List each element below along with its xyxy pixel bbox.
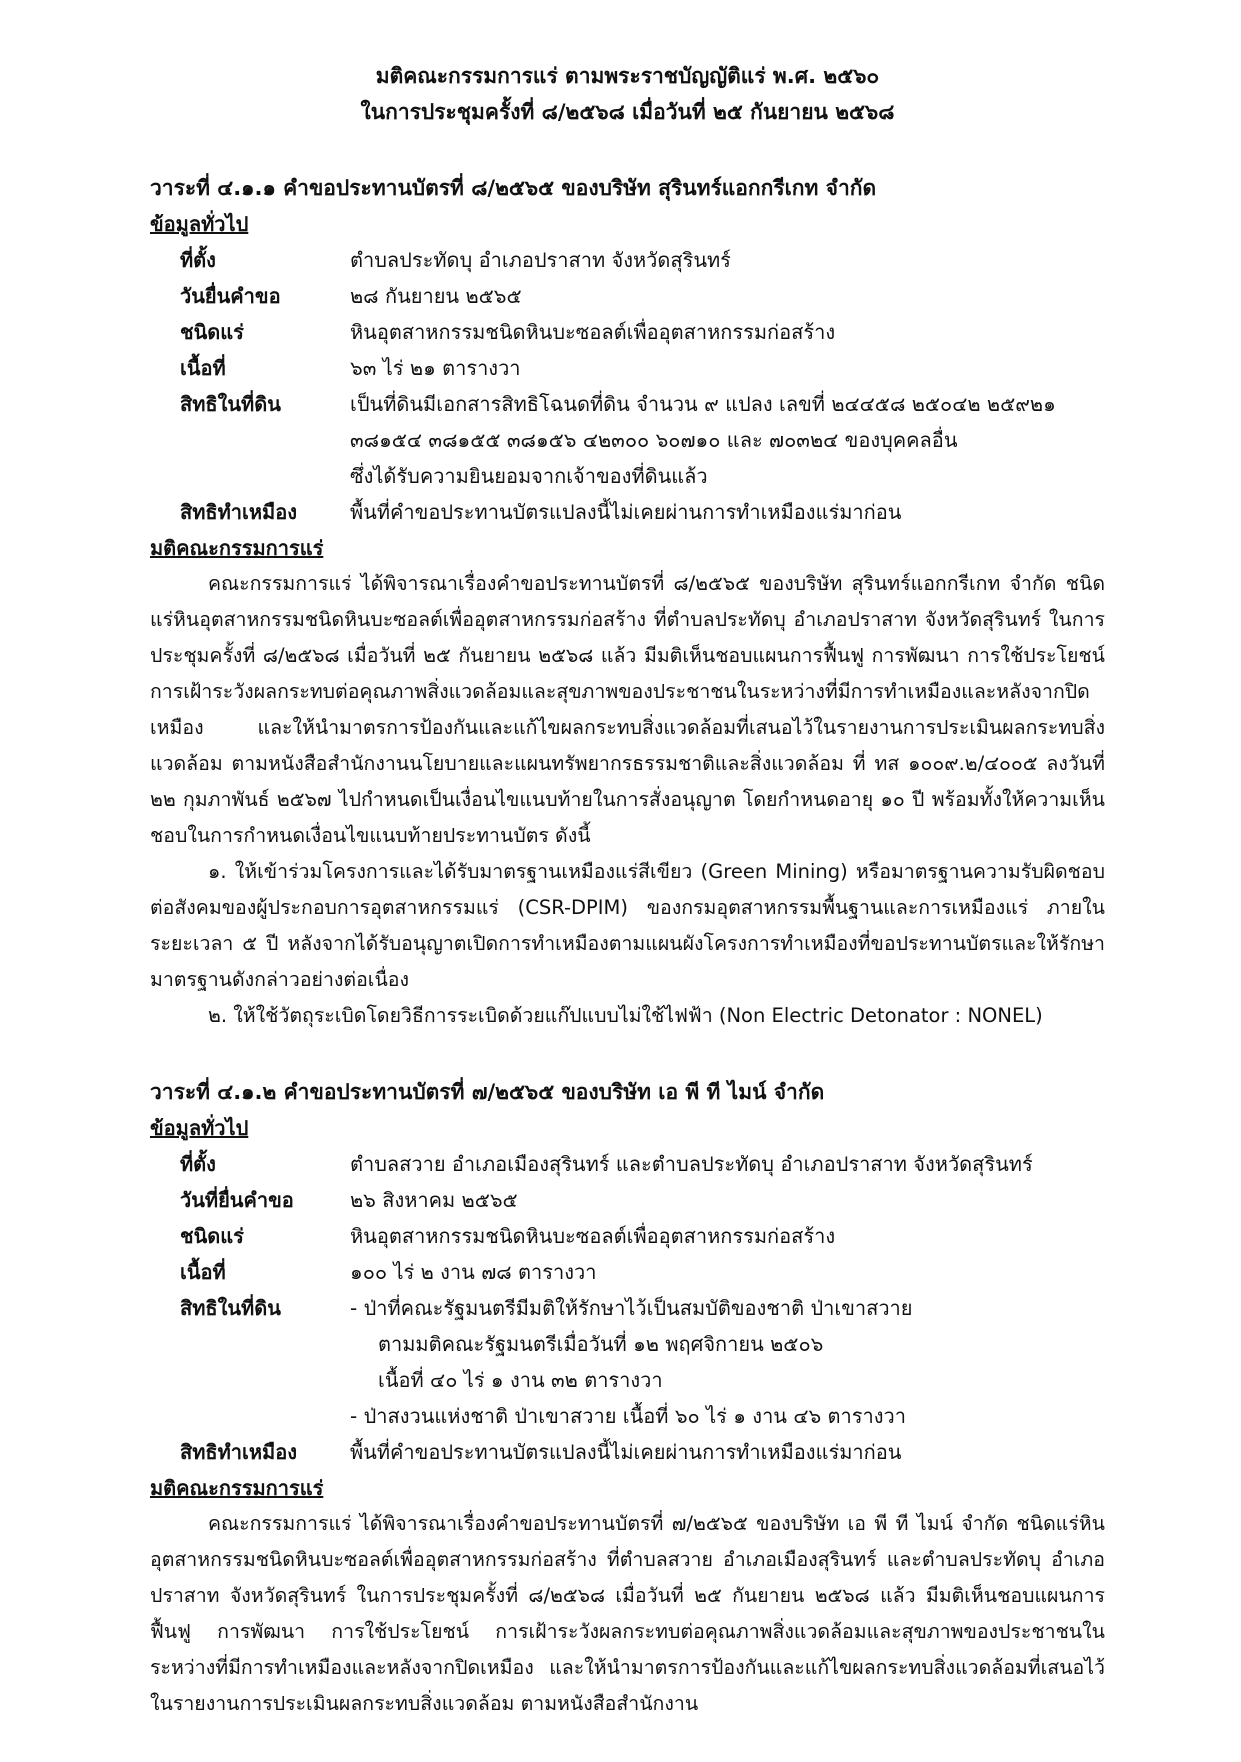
info-value: ตำบลสวาย อำเภอเมืองสุรินทร์ และตำบลประทัดบุ อำเภอปราสาท จังหวัดสุรินทร์ bbox=[350, 1152, 1033, 1176]
info-row-area bbox=[150, 1254, 1105, 1290]
info-row-mining-rights bbox=[150, 494, 1105, 530]
info-key: ชนิดแร่ bbox=[180, 320, 244, 344]
info-value: หินอุตสาหกรรมชนิดหินบะซอลต์เพื่ออุตสาหกรรมก่อสร้าง bbox=[350, 1224, 836, 1248]
condition-item: ๑. ให้เข้าร่วมโครงการและได้รับมาตรฐานเหมืองแร่สีเขียว (Green Mining) หรือมาตรฐานความรับผิดชอบต่อสังคมของผู้ประกอบการอุตสาหกรรมแร่ (CSR-DPIM) ของกรมอุตสาหกรรมพื้นฐานและการเหมืองแร่ ภายในระยะเวลา ๕ ปี หลังจากได้รับอนุญาตเปิดการทำเหมืองตามแผนผังโครงการทำเหมืองที่ขอประทานบัตรและให้รักษามาตรฐานดังกล่าวอย่างต่อเนื่อง bbox=[150, 860, 1105, 991]
agenda-4-1-1 bbox=[150, 170, 1105, 1034]
agenda-4-1-2 bbox=[150, 1074, 1105, 1722]
info-value bbox=[350, 386, 1105, 494]
info-value: ๖๓ ไร่ ๒๑ ตารางวา bbox=[350, 356, 521, 380]
info-value: ๒๖ สิงหาคม ๒๕๖๕ bbox=[350, 1188, 518, 1212]
info-key: วันที่ยื่นคำขอ bbox=[180, 1188, 294, 1212]
info-key: ที่ตั้ง bbox=[180, 1152, 216, 1176]
land-line: เป็นที่ดินมีเอกสารสิทธิโฉนดที่ดิน จำนวน ๙ แปลง เลขที่ ๒๔๔๕๘ ๒๕๐๔๒ ๒๕๙๒๑ bbox=[350, 392, 1056, 416]
land-line: ๓๘๑๕๔ ๓๘๑๕๕ ๓๘๑๕๖ ๔๒๓๐๐ ๖๐๗๑๐ และ ๗๐๓๒๔ ของบุคคลอื่น bbox=[350, 428, 958, 452]
land-line: ตามมติคณะรัฐมนตรีเมื่อวันที่ ๑๒ พฤศจิกายน ๒๕๐๖ bbox=[378, 1332, 824, 1356]
land-line: - ป่าที่คณะรัฐมนตรีมีมติให้รักษาไว้เป็นสมบัติของชาติ ป่าเขาสวาย bbox=[350, 1296, 913, 1320]
info-row-date bbox=[150, 1182, 1105, 1218]
info-key: สิทธิในที่ดิน bbox=[180, 1296, 281, 1320]
document-page bbox=[150, 58, 1105, 1762]
general-info-label: ข้อมูลทั่วไป bbox=[150, 212, 249, 236]
info-value: พื้นที่คำขอประทานบัตรแปลงนี้ไม่เคยผ่านการทำเหมืองแร่มาก่อน bbox=[350, 500, 902, 524]
info-key: เนื้อที่ bbox=[180, 356, 226, 380]
land-line: ซึ่งได้รับความยินยอมจากเจ้าของที่ดินแล้ว bbox=[350, 464, 708, 488]
land-line: เนื้อที่ ๔๐ ไร่ ๑ งาน ๓๒ ตารางวา bbox=[378, 1368, 663, 1392]
info-key: สิทธิทำเหมือง bbox=[180, 1440, 297, 1464]
info-key: สิทธิในที่ดิน bbox=[180, 392, 281, 416]
general-info-label: ข้อมูลทั่วไป bbox=[150, 1116, 249, 1140]
info-value: ๑๐๐ ไร่ ๒ งาน ๗๘ ตารางวา bbox=[350, 1260, 597, 1284]
resolution-paragraph: คณะกรรมการแร่ ได้พิจารณาเรื่องคำขอประทานบัตรที่ ๘/๒๕๖๕ ของบริษัท สุรินทร์แอกกรีเกท จำกัด ชนิดแร่หินอุตสาหกรรมชนิดหินบะซอลต์เพื่ออุตสาหกรรมก่อสร้าง ที่ตำบลประทัดบุ อำเภอปราสาท จังหวัดสุรินทร์ ในการประชุมครั้งที่ ๘/๒๕๖๘ เมื่อวันที่ ๒๕ กันยายน ๒๕๖๘ แล้ว มีมติเห็นชอบแผนการฟื้นฟู การพัฒนา การใช้ประโยชน์ การเฝ้าระวังผลกระทบต่อคุณภาพสิ่งแวดล้อมและสุขภาพของประชาชนในระหว่างที่มีการทำเหมืองและหลังจากปิดเหมือง และให้นำมาตรการป้องกันและแก้ไขผลกระทบสิ่งแวดล้อมที่เสนอไว้ในรายงานการประเมินผลกระทบสิ่งแวดล้อม ตามหนังสือสำนักงานนโยบายและแผนทรัพยากรธรรมชาติและสิ่งแวดล้อม ที่ ทส ๑๐๐๙.๒/๔๐๐๕ ลงวันที่ ๒๒ กุมภาพันธ์ ๒๕๖๗ ไปกำหนดเป็นเงื่อนไขแนบท้ายในการสั่งอนุญาต โดยกำหนดอายุ ๑๐ ปี พร้อมทั้งให้ความเห็นชอบในการกำหนดเงื่อนไขแนบท้ายประทานบัตร ดังนี้ bbox=[150, 572, 1105, 847]
info-key: สิทธิทำเหมือง bbox=[180, 500, 297, 524]
info-value bbox=[350, 1290, 1105, 1434]
info-row-mining-rights bbox=[150, 1434, 1105, 1470]
info-key: ที่ตั้ง bbox=[180, 248, 216, 272]
info-row-location bbox=[150, 242, 1105, 278]
info-key: วันยื่นคำขอ bbox=[180, 284, 281, 308]
info-row-land-rights bbox=[150, 1290, 1105, 1434]
info-value: พื้นที่คำขอประทานบัตรแปลงนี้ไม่เคยผ่านการทำเหมืองแร่มาก่อน bbox=[350, 1440, 902, 1464]
land-line: - ป่าสงวนแห่งชาติ ป่าเขาสวาย เนื้อที่ ๖๐ ไร่ ๑ งาน ๔๖ ตารางวา bbox=[350, 1404, 906, 1428]
info-key: เนื้อที่ bbox=[180, 1260, 226, 1284]
resolution-paragraph: คณะกรรมการแร่ ได้พิจารณาเรื่องคำขอประทานบัตรที่ ๗/๒๕๖๕ ของบริษัท เอ พี ที ไมน์ จำกัด ชนิดแร่หินอุตสาหกรรมชนิดหินบะซอลต์เพื่ออุตสาหกรรมก่อสร้าง ที่ตำบลสวาย อำเภอเมืองสุรินทร์ และตำบลประทัดบุ อำเภอปราสาท จังหวัดสุรินทร์ ในการประชุมครั้งที่ ๘/๒๕๖๘ เมื่อวันที่ ๒๕ กันยายน ๒๕๖๘ แล้ว มีมติเห็นชอบแผนการฟื้นฟู การพัฒนา การใช้ประโยชน์ การเฝ้าระวังผลกระทบต่อคุณภาพสิ่งแวดล้อมและสุขภาพของประชาชนในระหว่างที่มีการทำเหมืองและหลังจากปิดเหมือง และให้นำมาตรการป้องกันและแก้ไขผลกระทบสิ่งแวดล้อมที่เสนอไว้ในรายงานการประเมินผลกระทบสิ่งแวดล้อม ตามหนังสือสำนักงาน bbox=[150, 1512, 1105, 1715]
condition-item: ๒. ให้ใช้วัตถุระเบิดโดยวิธีการระเบิดด้วยแก๊ปแบบไม่ใช้ไฟฟ้า (Non Electric Detonator : NONEL) bbox=[208, 1004, 1043, 1027]
info-value: หินอุตสาหกรรมชนิดหินบะซอลต์เพื่ออุตสาหกรรมก่อสร้าง bbox=[350, 320, 836, 344]
info-key: ชนิดแร่ bbox=[180, 1224, 244, 1248]
info-value: ๒๘ กันยายน ๒๕๖๕ bbox=[350, 284, 522, 308]
agenda-title: วาระที่ ๔.๑.๒ คำขอประทานบัตรที่ ๗/๒๕๖๕ ของบริษัท เอ พี ที ไมน์ จำกัด bbox=[150, 1080, 825, 1104]
info-row-mineral bbox=[150, 1218, 1105, 1254]
info-row-land-rights bbox=[150, 386, 1105, 494]
resolution-label: มติคณะกรรมการแร่ bbox=[150, 1476, 324, 1500]
agenda-title: วาระที่ ๔.๑.๑ คำขอประทานบัตรที่ ๘/๒๕๖๕ ของบริษัท สุรินทร์แอกกรีเกท จำกัด bbox=[150, 176, 877, 200]
info-row-mineral bbox=[150, 314, 1105, 350]
info-value: ตำบลประทัดบุ อำเภอปราสาท จังหวัดสุรินทร์ bbox=[350, 248, 731, 272]
info-row-area bbox=[150, 350, 1105, 386]
info-row-date bbox=[150, 278, 1105, 314]
header-line-1: มติคณะกรรมการแร่ ตามพระราชบัญญัติแร่ พ.ศ. ๒๕๖๐ bbox=[375, 64, 880, 88]
header-line-2: ในการประชุมครั้งที่ ๘/๒๕๖๘ เมื่อวันที่ ๒๕ กันยายน ๒๕๖๘ bbox=[360, 100, 895, 124]
resolution-label: มติคณะกรรมการแร่ bbox=[150, 536, 324, 560]
document-header bbox=[150, 58, 1105, 130]
info-row-location bbox=[150, 1146, 1105, 1182]
